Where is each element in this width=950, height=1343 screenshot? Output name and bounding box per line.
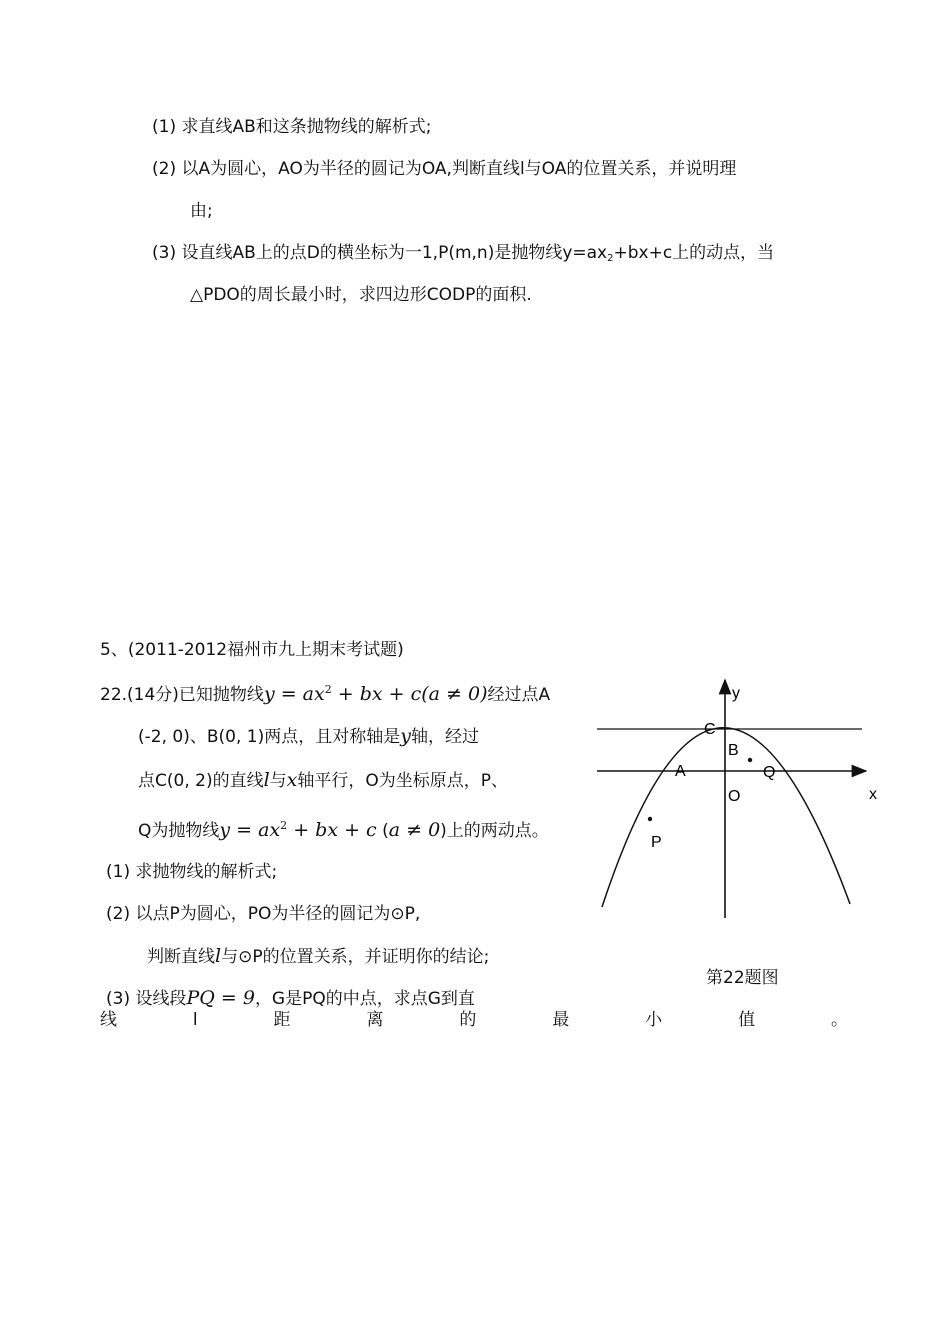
eq1-part-b: + bx + c(a ≠ 0)	[331, 683, 488, 705]
question-3-prefix: (3) 设直线AB上的点D的横坐标为一1,P(m,n)是抛物线y=ax	[152, 243, 608, 263]
parabola-equation	[264, 683, 488, 705]
parabola-equation-2	[219, 819, 376, 841]
label-b: B	[728, 742, 739, 759]
s2-text-a: 判断直线	[147, 947, 215, 967]
line2-text-b: 轴，经过	[410, 727, 479, 747]
label-p: P	[651, 834, 662, 851]
s3-char: 最	[552, 1010, 570, 1030]
label-y: y	[732, 685, 740, 702]
variable-y: y	[400, 725, 411, 747]
s2-text-b: 与⊙P的位置关系，并证明你的结论;	[221, 947, 490, 967]
problem-22-line-2	[138, 724, 479, 749]
s3-char: 值	[738, 1010, 756, 1030]
s3-equation: PQ = 9	[186, 987, 255, 1009]
intro-text-b: 经过点A	[487, 685, 551, 705]
subquestion-1: (1) 求抛物线的解析式;	[106, 862, 278, 882]
s3-text-b: ，G是PQ的中点，求点G到直	[254, 989, 475, 1009]
label-c: C	[704, 721, 716, 738]
eq1-exponent: 2	[324, 683, 332, 696]
question-3-subscript: 2	[607, 253, 614, 264]
point-p	[648, 817, 652, 821]
question-2-line-2: 由;	[190, 201, 213, 221]
question-2-line-1: (2) 以A为圆心，AO为半径的圆记为OA,判断直线l与OA的位置关系，并说明理	[152, 159, 737, 179]
s3-char: 。	[830, 1010, 848, 1030]
line4-text-b: (	[376, 821, 389, 841]
s3-char: 线	[100, 1010, 117, 1030]
problem-5-header: 5、(2011-2012福州市九上期末考试题)	[100, 640, 404, 660]
question-3-line-2: △PDO的周长最小时，求四边形CODP的面积.	[190, 285, 532, 305]
subquestion-3-line-2	[100, 1008, 848, 1032]
question-1: (1) 求直线AB和这条抛物线的解析式;	[152, 117, 432, 137]
problem-22-line-4	[138, 814, 549, 843]
problem-22-line-3	[138, 768, 508, 793]
line3-text-b: 与	[269, 771, 287, 791]
s2-variable-l: l	[215, 945, 222, 967]
s3-text-a: (3) 设线段	[106, 989, 187, 1009]
eq2-part-a: y = ax	[219, 819, 281, 841]
s3-char: 距	[273, 1010, 291, 1030]
variable-l: l	[263, 769, 270, 791]
variable-x: x	[286, 769, 298, 791]
line4-text-a: Q为抛物线	[138, 821, 220, 841]
problem-22-intro	[100, 678, 550, 707]
subquestion-2-line-2	[147, 944, 489, 969]
eq2-exponent: 2	[280, 819, 288, 832]
label-x: x	[869, 786, 877, 803]
line3-text-c: 轴平行，O为坐标原点，P、	[297, 771, 509, 791]
parabola-curve	[602, 728, 850, 907]
label-a: A	[675, 763, 686, 780]
label-o: O	[728, 788, 741, 805]
line3-text-a: 点C(0, 2)的直线	[138, 771, 264, 791]
line4-text-c: )上的两动点。	[440, 821, 549, 841]
line2-text-a: (-2, 0)、B(0, 1)两点，且对称轴是	[138, 727, 401, 747]
intro-text-a: 22.(14分)已知抛物线	[100, 685, 264, 705]
figure-caption: 第22题图	[706, 968, 779, 988]
s3-char: 的	[459, 1010, 477, 1030]
subquestion-2-line-1: (2) 以点P为圆心，PO为半径的圆记为⊙P,	[106, 904, 421, 924]
point-q	[748, 758, 752, 762]
eq3-condition: a ≠ 0	[388, 819, 441, 841]
s3-char: 离	[366, 1010, 384, 1030]
eq1-part-a: y = ax	[263, 683, 325, 705]
eq2-part-b: + bx + c	[287, 819, 377, 841]
s3-char: l	[192, 1010, 198, 1030]
s3-char: 小	[645, 1010, 663, 1030]
question-3-suffix: +bx+c上的动点，当	[613, 243, 775, 263]
label-q: Q	[763, 764, 776, 781]
question-3-line-1	[152, 241, 774, 271]
parabola-figure	[590, 672, 880, 932]
